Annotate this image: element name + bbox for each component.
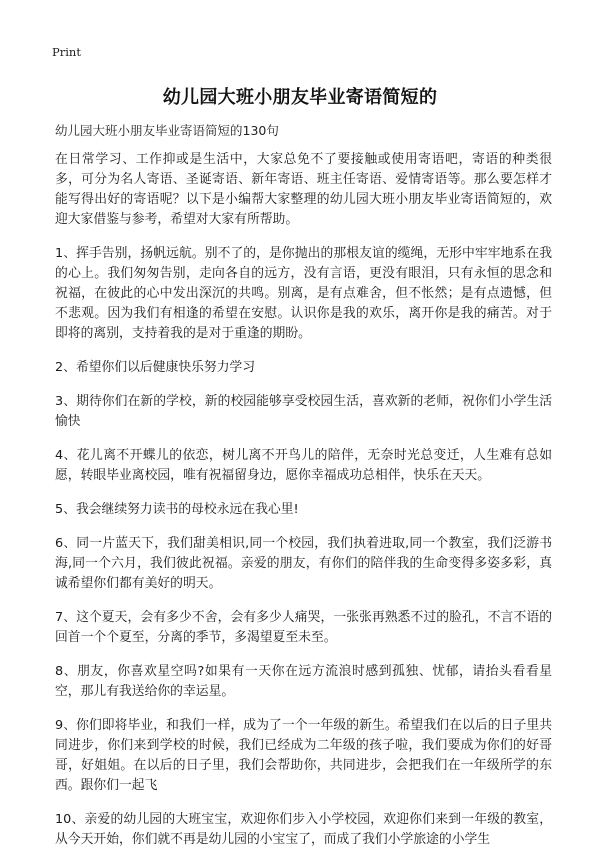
message-paragraph: 6、同一片蓝天下，我们甜美相识,同一个校园，我们执着进取,同一个教室，我们泛游书海,同一个六月，我们彼此祝福。亲爱的朋友，有你们的陪伴我的生命变得多姿多彩，真诚希望你们都有美好的明天。 <box>55 536 552 591</box>
document-subtitle: 幼儿园大班小朋友毕业寄语简短的130句 <box>55 123 279 138</box>
message-paragraph: 10、亲爱的幼儿园的大班宝宝，欢迎你们步入小学校园，欢迎你们来到一年级的教室，从今天开始，你们就不再是幼儿园的小宝宝了，而成了我们小学旅途的小学生 <box>55 812 552 847</box>
page-title: 幼儿园大班小朋友毕业寄语简短的 <box>162 87 438 108</box>
message-paragraph: 9、你们即将毕业，和我们一样，成为了一个一年级的新生。希望我们在以后的日子里共同进步，你们来到学校的时候，我们已经成为二年级的孩子啦，我们要成为你们的好哥哥，好姐姐。在以后的日子里，我们会帮助你，共同进步，会把我们在一年级所学的东西。跟你们一起飞 <box>55 718 552 793</box>
message-paragraph: 4、花儿离不开蝶儿的依恋，树儿离不开鸟儿的陪伴，无奈时光总变迁，人生难有总如愿，转眼毕业离校园，唯有祝福留身边，愿你幸福成功总相伴，快乐在天天。 <box>55 448 552 483</box>
message-paragraph: 1、挥手告别，扬帆远航。别不了的，是你抛出的那根友谊的缆绳，无形中牢牢地系在我的心上。我们匆匆告别，走向各自的远方，没有言语，更没有眼泪，只有永恒的思念和祝福，在彼此的心中发出深沉的共鸣。别离，是有点难舍，但不怅然；是有点遗憾，但不悲观。因为我们有相逢的希望在安慰。认识你是我的欢乐，离开你是我的痛苦。对于即将的离别，支持着我的是对于重逢的期盼。 <box>55 246 552 341</box>
print-link[interactable]: Print <box>52 45 81 59</box>
message-paragraph: 8、朋友，你喜欢星空吗?如果有一天你在远方流浪时感到孤独、忧郁，请抬头看看星空，那儿有我送给你的幸运星。 <box>55 664 552 699</box>
intro-paragraph: 在日常学习、工作抑或是生活中，大家总免不了要接触或使用寄语吧，寄语的种类很多，可分为名人寄语、圣诞寄语、新年寄语、班主任寄语、爱情寄语等。那么要怎样才能写得出好的寄语呢？以下是小编帮大家整理的幼儿园大班小朋友毕业寄语简短的，欢迎大家借鉴与参考，希望对大家有所帮助。 <box>55 152 552 227</box>
message-paragraph: 7、这个夏天，会有多少不舍，会有多少人痛哭，一张张再熟悉不过的脸孔，不言不语的回首一个个夏至，分离的季节，多渴望夏至未至。 <box>55 610 552 645</box>
message-paragraph: 5、我会继续努力读书的母校永远在我心里! <box>55 502 299 517</box>
message-paragraph: 2、希望你们以后健康快乐努力学习 <box>55 360 256 375</box>
article-body <box>55 150 552 864</box>
message-paragraph: 3、期待你们在新的学校，新的校园能够享受校园生活，喜欢新的老师，祝你们小学生活愉快 <box>55 394 552 429</box>
